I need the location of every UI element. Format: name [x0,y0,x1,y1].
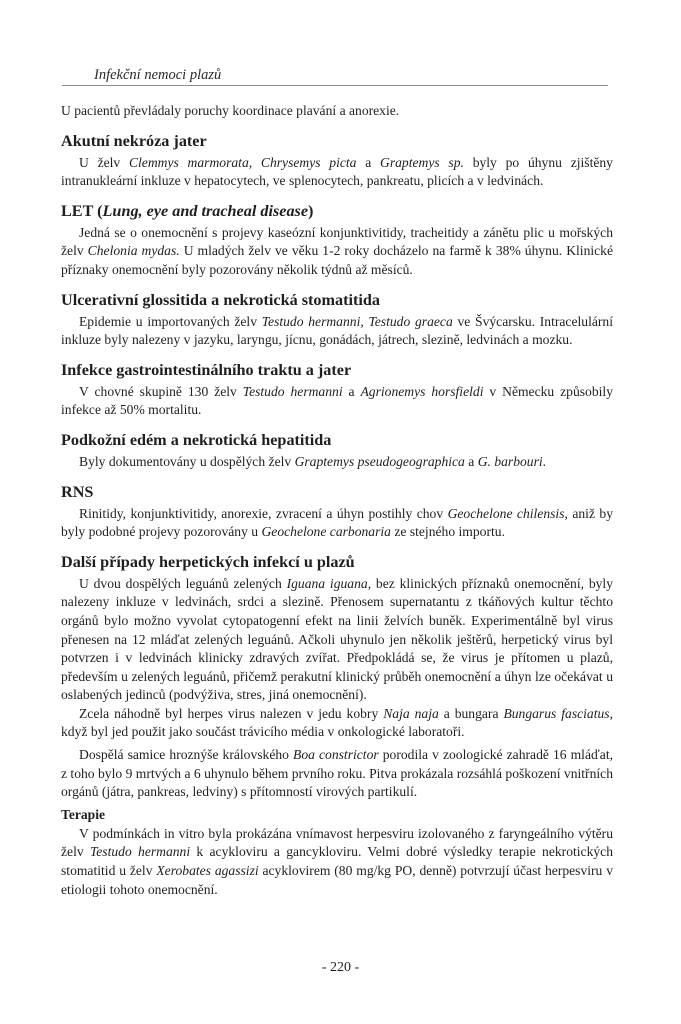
running-head [62,66,608,86]
heading-glossitis-stomatitis: Ulcerativní glossitida a nekrotická stomatitida [61,290,380,309]
paragraph: Jedná se o onemocnění s projevy kaseózní konjunktivitidy, tracheitidy a zánětu plic u mořských želv Chelonia mydas. U mladých želv ve věku 1-2 roky docházelo na farmě k 38% úhynu. Klinické příznaky onemocnění byly pozorovány několik týdnů až měsíců. [61,224,614,277]
paragraph: Rinitidy, konjunktivitidy, anorexie, zvracení a úhyn postihly chov Geochelone chilensis, aniž by byly podobné projevy pozorovány u Geochelone carbonaria ze stejného importu. [61,505,613,540]
paragraph: U želv Clemmys marmorata, Chrysemys picta a Graptemys sp. byly po úhynu zjištěny intranukleární inkluze v hepatocytech, ve splenocytech, pankreatu, plicích a v ledvinách. [61,154,613,189]
page-number: - 220 - [321,960,360,975]
heading-subcutaneous-edema: Podkožní edém a nekrotická hepatitida [61,430,332,449]
heading-rns: RNS [61,482,94,501]
paragraph: Byly dokumentovány u dospělých želv Graptemys pseudogeographica a G. barbouri. [79,453,547,469]
heading-gi-tract-infection: Infekce gastrointestinálního traktu a jater [61,360,352,379]
body-text [61,102,613,899]
paragraph: Epidemie u importovaných želv Testudo hermanni, Testudo graeca ve Švýcarsku. Intracelulární inkluze byly nalezeny v jazyku, laryngu, jícnu, gonádách, játrech, slezině, ledvinách a mozku. [61,313,613,348]
heading-therapy: Terapie [61,806,106,822]
heading-let: LET (Lung, eye and tracheal disease) [61,201,314,220]
heading-acute-liver-necrosis: Akutní nekróza jater [61,131,207,150]
paragraph: Zcela náhodně byl herpes virus nalezen v jedu kobry Naja naja a bungara Bungarus fasciatus, když byl jed použit jako součást trávicího média v onkologické laboratoři. [61,705,613,740]
heading-other-herpes-cases: Další případy herpetických infekcí u plazů [61,552,355,571]
paragraph: V podmínkách in vitro byla prokázána vnímavost herpesviru izolovaného z faryngeálního výtěru želv Testudo hermanni k acykloviru a gancykloviru. Velmi dobré výsledky terapie nekrotických stomatitid u želv Xerobates agassizi acyklovirem (80 mg/kg PO, denně) potvrzují účast herpesviru v etiologii tohoto onemocnění. [61,825,614,897]
paragraph: Dospělá samice hroznýše královského Boa constrictor porodila v zoologické zahradě 16 mláďat, z toho bylo 9 mrtvých a 6 uhynulo během prvního roku. Pitva prokázala rozsáhlá poškození vnitřních orgánů (játra, pankreas, ledviny) s přítomností virových partikulí. [61,747,613,800]
paragraph: U dvou dospělých leguánů zelených Iguana iguana, bez klinických příznaků onemocnění, byly nalezeny inkluze v ledvinách, srdci a slezině. Přenosem supernatantu z tkáňových kultur těchto orgánů bylo možno vyvolat cytopatogenní efekt na linii želvích buněk. Experimentálně byl virus přenesen na 12 mláďat zelených leguánů. Ačkoli uhynulo jen několik ještěrů, herpetický virus byl potvrzen i v ledvinách klinicky zdravých zvířat. Předpokládá se, že virus je přítomen u plazů, především u zelených leguánů, přičemž perakutní klinický průběh onemocnění a úhyn lze očekávat u oslabených jedinců (podvýživa, stres, jiná onemocnění). [61,575,614,703]
paragraph: V chovné skupině 130 želv Testudo hermanni a Agrionemys horsfieldi v Německu způsobily infekce až 50% mortalitu. [61,383,613,418]
running-head-title: Infekční nemoci plazů [94,67,222,83]
intro-paragraph: U pacientů převládaly poruchy koordinace plavání a anorexie. [61,103,400,118]
